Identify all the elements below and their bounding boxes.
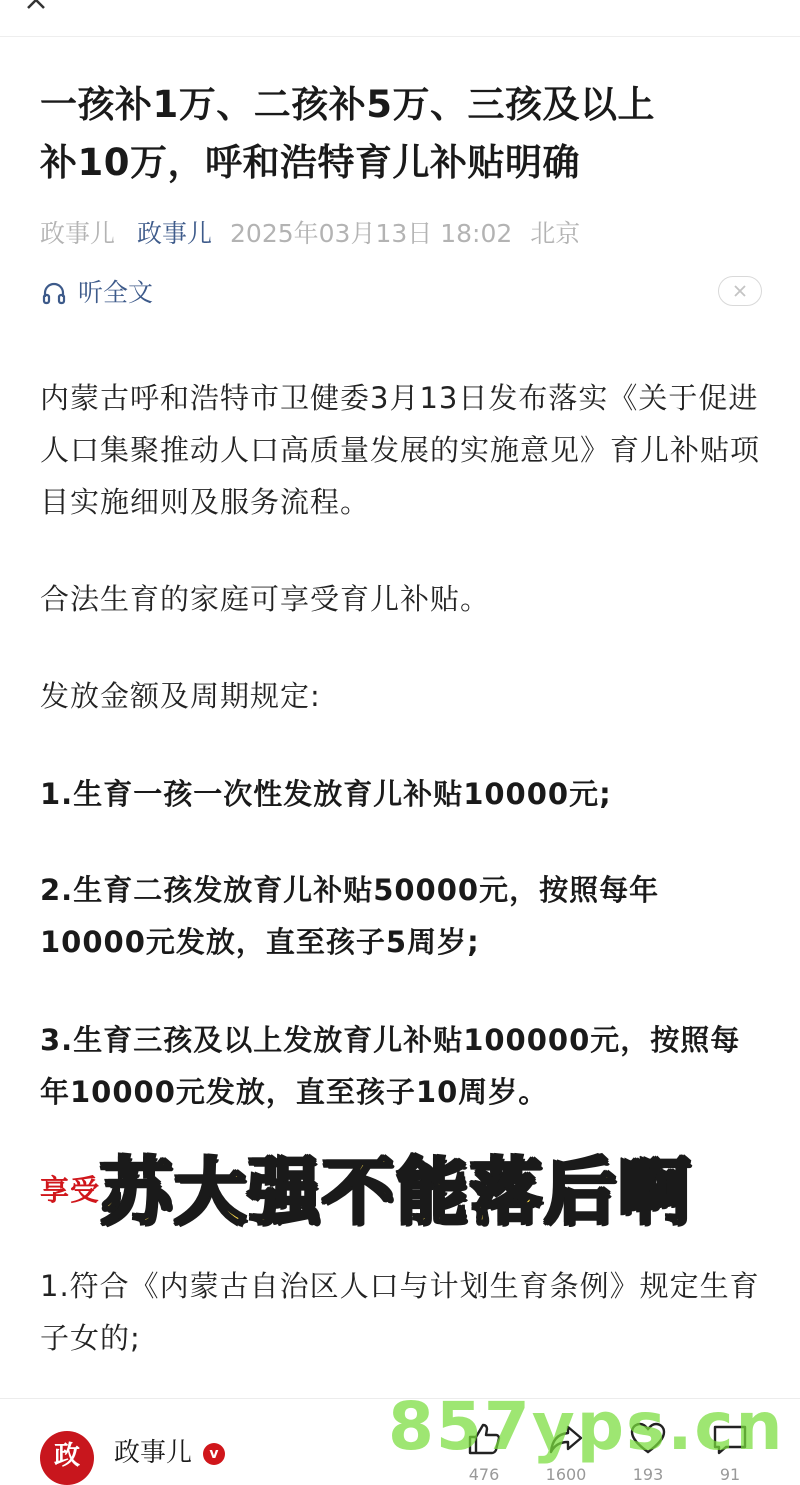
article-title-line-1: 一孩补1万、二孩补5万、三孩及以上 (40, 83, 655, 126)
avatar-text: 政 (53, 1441, 80, 1471)
publish-datetime: 2025年03月13日 18:02 (230, 219, 513, 248)
publish-location: 北京 (530, 219, 581, 248)
comment-count: 91 (719, 1465, 741, 1484)
site-watermark: 857yps.cn (388, 1388, 785, 1465)
article-meta (40, 214, 580, 254)
avatar[interactable] (40, 1431, 94, 1485)
close-icon[interactable] (22, 0, 50, 14)
listen-full-text-button[interactable] (40, 274, 153, 312)
share-count: 1600 (545, 1465, 587, 1484)
headphones-icon (40, 279, 68, 307)
conditions-heading: 享受 (40, 1173, 101, 1207)
listen-label: 听全文 (78, 278, 154, 307)
author-link[interactable]: 政事儿 (137, 219, 213, 248)
favorite-count: 193 (632, 1465, 664, 1484)
close-icon (733, 284, 747, 298)
close-listen-button[interactable] (718, 276, 762, 306)
article-title (40, 76, 760, 192)
condition-1: 1.符合《内蒙古自治区人口与计划生育条例》规定生育子女的; (40, 1269, 760, 1355)
account-name[interactable]: 政事儿 (114, 1438, 193, 1468)
article-title-line-2: 补10万，呼和浩特育儿补贴明确 (40, 141, 580, 184)
paragraph-eligible: 合法生育的家庭可享受育儿补贴。 (40, 582, 491, 616)
rule-2: 2.生育二孩发放育儿补贴50000元，按照每年10000元发放，直至孩子5周岁; (40, 873, 660, 959)
paragraph-amount-heading: 发放金额及周期规定: (40, 679, 321, 713)
rule-3: 3.生育三孩及以上发放育儿补贴100000元，按照每年10000元发放，直至孩子10周岁。 (40, 1023, 741, 1109)
rule-1: 1.生育一孩一次性发放育儿补贴10000元; (40, 777, 612, 811)
source-label: 政事儿 (40, 219, 116, 248)
top-bar (0, 0, 800, 37)
like-count: 476 (468, 1465, 500, 1484)
verified-badge-icon: v (203, 1443, 225, 1465)
video-caption-overlay: 苏大强不能落后啊 (100, 1150, 693, 1234)
paragraph-intro: 内蒙古呼和浩特市卫健委3月13日发布落实《关于促进人口集聚推动人口高质量发展的实施意见》育儿补贴项目实施细则及服务流程。 (40, 381, 761, 519)
